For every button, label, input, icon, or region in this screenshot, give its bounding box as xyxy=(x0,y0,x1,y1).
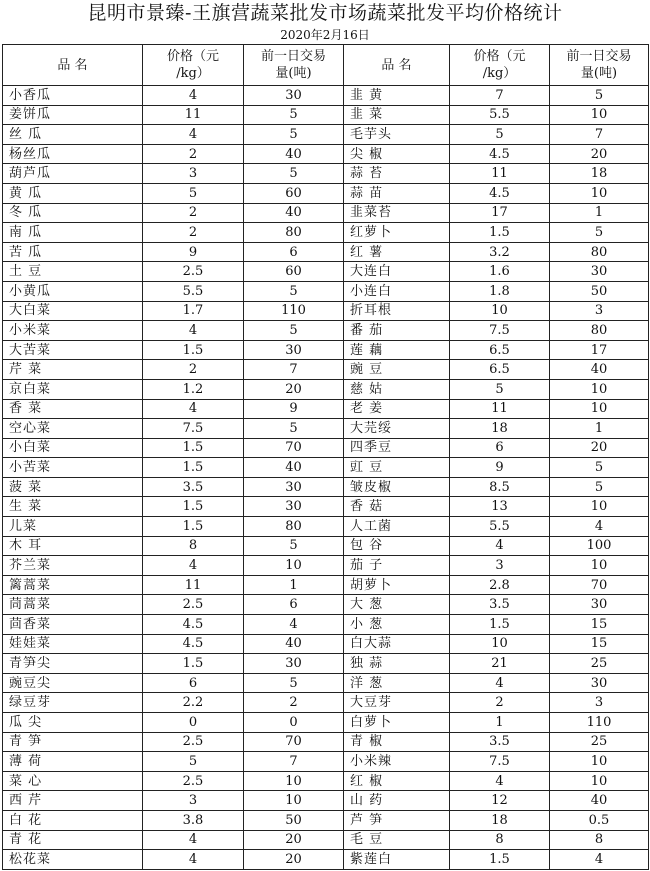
price-left: 4 xyxy=(143,125,244,145)
volume-left: 10 xyxy=(244,556,344,576)
volume-left: 20 xyxy=(244,830,344,850)
vegetable-name-left: 小香瓜 xyxy=(3,86,143,106)
price-right: 1.5 xyxy=(450,615,550,635)
volume-left: 30 xyxy=(244,497,344,517)
volume-left: 70 xyxy=(244,732,344,752)
vegetable-name-left: 葫芦瓜 xyxy=(3,164,143,184)
volume-left: 30 xyxy=(244,477,344,497)
volume-left: 40 xyxy=(244,458,344,478)
price-right: 5 xyxy=(450,125,550,145)
volume-right: 50 xyxy=(550,281,649,301)
vegetable-name-right: 独 蒜 xyxy=(344,654,450,674)
table-header-row xyxy=(3,45,649,86)
vegetable-name-right: 蒜 苔 xyxy=(344,164,450,184)
volume-right: 25 xyxy=(550,654,649,674)
vegetable-name-left: 青 笋 xyxy=(3,732,143,752)
price-left: 2 xyxy=(143,144,244,164)
header-price-line1: 价格（元 xyxy=(166,49,219,64)
vegetable-name-right: 小米辣 xyxy=(344,752,450,772)
volume-right: 10 xyxy=(550,771,649,791)
vegetable-name-right: 豌 豆 xyxy=(344,360,450,380)
vegetable-name-left: 空心菜 xyxy=(3,419,143,439)
table-row xyxy=(3,105,649,125)
volume-left: 60 xyxy=(244,262,344,282)
volume-left: 5 xyxy=(244,125,344,145)
table-row xyxy=(3,752,649,772)
volume-right: 7 xyxy=(550,125,649,145)
table-row xyxy=(3,791,649,811)
volume-right: 15 xyxy=(550,615,649,635)
volume-right: 17 xyxy=(550,340,649,360)
table-row xyxy=(3,340,649,360)
volume-right: 5 xyxy=(550,477,649,497)
volume-right: 1 xyxy=(550,419,649,439)
table-row xyxy=(3,713,649,733)
vegetable-name-right: 包 谷 xyxy=(344,536,450,556)
price-left: 1.5 xyxy=(143,458,244,478)
volume-left: 40 xyxy=(244,634,344,654)
volume-left: 5 xyxy=(244,419,344,439)
volume-right: 10 xyxy=(550,556,649,576)
volume-left: 40 xyxy=(244,203,344,223)
vegetable-name-left: 小黄瓜 xyxy=(3,281,143,301)
volume-left: 5 xyxy=(244,536,344,556)
vegetable-name-right: 茄 子 xyxy=(344,556,450,576)
volume-right: 30 xyxy=(550,673,649,693)
vegetable-name-right: 韭 黄 xyxy=(344,86,450,106)
vegetable-name-right: 洋 葱 xyxy=(344,673,450,693)
table-row xyxy=(3,458,649,478)
vegetable-name-left: 木 耳 xyxy=(3,536,143,556)
volume-left: 70 xyxy=(244,438,344,458)
table-row xyxy=(3,517,649,537)
price-right: 7 xyxy=(450,86,550,106)
vegetable-name-left: 儿菜 xyxy=(3,517,143,537)
volume-left: 20 xyxy=(244,850,344,870)
price-right: 3.5 xyxy=(450,595,550,615)
price-left: 3.5 xyxy=(143,477,244,497)
price-right: 1.5 xyxy=(450,850,550,870)
vegetable-name-left: 菠 菜 xyxy=(3,477,143,497)
price-right: 13 xyxy=(450,497,550,517)
volume-right: 20 xyxy=(550,438,649,458)
vegetable-name-right: 紫莲白 xyxy=(344,850,450,870)
vegetable-name-left: 小米菜 xyxy=(3,321,143,341)
header-price-line2: /kg） xyxy=(176,66,210,81)
vegetable-name-right: 韭 菜 xyxy=(344,105,450,125)
vegetable-name-right: 山 药 xyxy=(344,791,450,811)
vegetable-name-left: 青笋尖 xyxy=(3,654,143,674)
price-left: 5 xyxy=(143,752,244,772)
volume-left: 4 xyxy=(244,615,344,635)
volume-left: 40 xyxy=(244,144,344,164)
price-right: 5 xyxy=(450,379,550,399)
price-left: 2 xyxy=(143,360,244,380)
table-row xyxy=(3,850,649,870)
price-right: 21 xyxy=(450,654,550,674)
vegetable-name-right: 慈 姑 xyxy=(344,379,450,399)
price-right: 12 xyxy=(450,791,550,811)
header-volume-line2: 量(吨) xyxy=(275,66,312,81)
header-price-right xyxy=(450,45,550,86)
vegetable-name-right: 芦 笋 xyxy=(344,810,450,830)
price-left: 4.5 xyxy=(143,634,244,654)
price-left: 5 xyxy=(143,183,244,203)
table-row xyxy=(3,477,649,497)
volume-right: 4 xyxy=(550,517,649,537)
volume-left: 5 xyxy=(244,164,344,184)
table-row xyxy=(3,144,649,164)
vegetable-name-right: 小连白 xyxy=(344,281,450,301)
volume-right: 40 xyxy=(550,791,649,811)
volume-left: 5 xyxy=(244,281,344,301)
vegetable-name-left: 生 菜 xyxy=(3,497,143,517)
volume-left: 20 xyxy=(244,379,344,399)
vegetable-name-right: 青 椒 xyxy=(344,732,450,752)
vegetable-name-right: 小 葱 xyxy=(344,615,450,635)
volume-right: 4 xyxy=(550,850,649,870)
volume-left: 9 xyxy=(244,399,344,419)
volume-right: 25 xyxy=(550,732,649,752)
volume-right: 20 xyxy=(550,144,649,164)
volume-right: 8 xyxy=(550,830,649,850)
price-right: 5.5 xyxy=(450,517,550,537)
volume-left: 5 xyxy=(244,321,344,341)
vegetable-name-right: 皱皮椒 xyxy=(344,477,450,497)
price-right: 11 xyxy=(450,399,550,419)
vegetable-name-right: 四季豆 xyxy=(344,438,450,458)
vegetable-name-left: 大苦菜 xyxy=(3,340,143,360)
table-row xyxy=(3,595,649,615)
volume-right: 80 xyxy=(550,242,649,262)
volume-right: 5 xyxy=(550,86,649,106)
header-volume-line1: 前一日交易 xyxy=(260,49,326,64)
volume-left: 6 xyxy=(244,595,344,615)
vegetable-name-left: 姜饼瓜 xyxy=(3,105,143,125)
volume-left: 80 xyxy=(244,223,344,243)
price-right: 3.5 xyxy=(450,732,550,752)
header-volume-line1: 前一日交易 xyxy=(566,49,632,64)
volume-left: 50 xyxy=(244,810,344,830)
vegetable-name-left: 茼蒿菜 xyxy=(3,595,143,615)
price-left: 0 xyxy=(143,713,244,733)
vegetable-name-right: 蒜 苗 xyxy=(344,183,450,203)
table-row xyxy=(3,654,649,674)
price-table xyxy=(2,44,649,870)
price-right: 18 xyxy=(450,419,550,439)
price-right: 7.5 xyxy=(450,752,550,772)
price-left: 4 xyxy=(143,321,244,341)
page-title: 昆明市景臻-王旗营蔬菜批发市场蔬菜批发平均价格统计 xyxy=(87,2,563,24)
vegetable-name-right: 毛 豆 xyxy=(344,830,450,850)
price-right: 10 xyxy=(450,301,550,321)
price-right: 1.5 xyxy=(450,223,550,243)
volume-right: 15 xyxy=(550,634,649,654)
header-volume-left xyxy=(244,45,344,86)
price-left: 3 xyxy=(143,164,244,184)
vegetable-name-right: 胡萝卜 xyxy=(344,575,450,595)
header-name-left: 品 名 xyxy=(3,45,143,86)
vegetable-name-left: 杨丝瓜 xyxy=(3,144,143,164)
price-right: 2 xyxy=(450,693,550,713)
vegetable-name-left: 丝 瓜 xyxy=(3,125,143,145)
vegetable-name-left: 薄 荷 xyxy=(3,752,143,772)
table-row xyxy=(3,242,649,262)
volume-right: 10 xyxy=(550,399,649,419)
price-left: 8 xyxy=(143,536,244,556)
price-right: 3.2 xyxy=(450,242,550,262)
price-left: 11 xyxy=(143,575,244,595)
volume-right: 0.5 xyxy=(550,810,649,830)
table-row xyxy=(3,399,649,419)
price-left: 4 xyxy=(143,556,244,576)
volume-left: 1 xyxy=(244,575,344,595)
volume-left: 110 xyxy=(244,301,344,321)
report-date: 2020年2月16日 xyxy=(280,28,370,42)
price-right: 1.8 xyxy=(450,281,550,301)
vegetable-name-left: 西 芹 xyxy=(3,791,143,811)
volume-right: 30 xyxy=(550,262,649,282)
volume-left: 80 xyxy=(244,517,344,537)
price-left: 4 xyxy=(143,399,244,419)
vegetable-name-right: 老 姜 xyxy=(344,399,450,419)
table-row xyxy=(3,321,649,341)
table-row xyxy=(3,360,649,380)
volume-right: 40 xyxy=(550,360,649,380)
price-left: 1.5 xyxy=(143,517,244,537)
vegetable-name-left: 芥兰菜 xyxy=(3,556,143,576)
price-left: 2.5 xyxy=(143,262,244,282)
table-row xyxy=(3,438,649,458)
price-right: 7.5 xyxy=(450,321,550,341)
volume-left: 6 xyxy=(244,242,344,262)
volume-left: 30 xyxy=(244,86,344,106)
table-row xyxy=(3,223,649,243)
table-row xyxy=(3,536,649,556)
price-right: 4.5 xyxy=(450,144,550,164)
volume-left: 30 xyxy=(244,654,344,674)
table-row xyxy=(3,281,649,301)
table-row xyxy=(3,693,649,713)
table-row xyxy=(3,125,649,145)
vegetable-name-left: 白 花 xyxy=(3,810,143,830)
vegetable-name-right: 番 茄 xyxy=(344,321,450,341)
price-left: 1.5 xyxy=(143,340,244,360)
volume-right: 10 xyxy=(550,752,649,772)
price-right: 4.5 xyxy=(450,183,550,203)
volume-right: 70 xyxy=(550,575,649,595)
vegetable-name-right: 豇 豆 xyxy=(344,458,450,478)
volume-right: 3 xyxy=(550,693,649,713)
volume-right: 110 xyxy=(550,713,649,733)
vegetable-name-right: 大芫绥 xyxy=(344,419,450,439)
price-left: 2.5 xyxy=(143,595,244,615)
vegetable-name-left: 青 花 xyxy=(3,830,143,850)
vegetable-name-left: 京白菜 xyxy=(3,379,143,399)
price-right: 4 xyxy=(450,536,550,556)
vegetable-name-left: 冬 瓜 xyxy=(3,203,143,223)
vegetable-name-left: 豌豆尖 xyxy=(3,673,143,693)
price-right: 8.5 xyxy=(450,477,550,497)
price-left: 6 xyxy=(143,673,244,693)
price-left: 1.7 xyxy=(143,301,244,321)
price-right: 4 xyxy=(450,673,550,693)
table-row xyxy=(3,810,649,830)
vegetable-name-right: 红 椒 xyxy=(344,771,450,791)
price-right: 6 xyxy=(450,438,550,458)
vegetable-name-left: 黄 瓜 xyxy=(3,183,143,203)
vegetable-name-left: 小苦菜 xyxy=(3,458,143,478)
price-left: 2.2 xyxy=(143,693,244,713)
table-row xyxy=(3,673,649,693)
vegetable-name-left: 松花菜 xyxy=(3,850,143,870)
vegetable-name-left: 香 菜 xyxy=(3,399,143,419)
volume-left: 30 xyxy=(244,340,344,360)
volume-right: 80 xyxy=(550,321,649,341)
table-row xyxy=(3,556,649,576)
vegetable-name-left: 瓜 尖 xyxy=(3,713,143,733)
table-row xyxy=(3,164,649,184)
price-right: 3 xyxy=(450,556,550,576)
header-volume-line2: 量(吨) xyxy=(580,66,618,81)
price-left: 1.5 xyxy=(143,438,244,458)
price-left: 1.2 xyxy=(143,379,244,399)
vegetable-name-left: 南 瓜 xyxy=(3,223,143,243)
vegetable-name-left: 苦 瓜 xyxy=(3,242,143,262)
vegetable-name-right: 白萝卜 xyxy=(344,713,450,733)
vegetable-name-left: 小白菜 xyxy=(3,438,143,458)
table-row xyxy=(3,771,649,791)
price-right: 11 xyxy=(450,164,550,184)
vegetable-name-right: 人工菌 xyxy=(344,517,450,537)
price-right: 10 xyxy=(450,634,550,654)
price-left: 4.5 xyxy=(143,615,244,635)
table-row xyxy=(3,575,649,595)
price-right: 18 xyxy=(450,810,550,830)
price-left: 1.5 xyxy=(143,497,244,517)
price-right: 1.6 xyxy=(450,262,550,282)
price-right: 6.5 xyxy=(450,360,550,380)
table-body xyxy=(3,86,649,870)
header-price-left xyxy=(143,45,244,86)
price-right: 1 xyxy=(450,713,550,733)
volume-left: 60 xyxy=(244,183,344,203)
table-row xyxy=(3,262,649,282)
volume-right: 10 xyxy=(550,105,649,125)
header-volume-right xyxy=(550,45,649,86)
vegetable-name-right: 红 薯 xyxy=(344,242,450,262)
vegetable-name-right: 折耳根 xyxy=(344,301,450,321)
vegetable-name-left: 大白菜 xyxy=(3,301,143,321)
vegetable-name-right: 白大蒜 xyxy=(344,634,450,654)
price-left: 5.5 xyxy=(143,281,244,301)
table-row xyxy=(3,379,649,399)
vegetable-name-left: 篱蒿菜 xyxy=(3,575,143,595)
price-right: 6.5 xyxy=(450,340,550,360)
price-left: 2 xyxy=(143,223,244,243)
table-row xyxy=(3,203,649,223)
price-left: 9 xyxy=(143,242,244,262)
price-left: 2.5 xyxy=(143,771,244,791)
price-left: 11 xyxy=(143,105,244,125)
table-row xyxy=(3,634,649,654)
volume-right: 10 xyxy=(550,183,649,203)
table-row xyxy=(3,615,649,635)
price-left: 4 xyxy=(143,830,244,850)
volume-left: 10 xyxy=(244,791,344,811)
price-right: 5.5 xyxy=(450,105,550,125)
vegetable-name-left: 娃娃菜 xyxy=(3,634,143,654)
vegetable-name-left: 菜 心 xyxy=(3,771,143,791)
volume-right: 5 xyxy=(550,458,649,478)
volume-right: 30 xyxy=(550,595,649,615)
price-left: 2 xyxy=(143,203,244,223)
price-right: 9 xyxy=(450,458,550,478)
price-left: 4 xyxy=(143,86,244,106)
price-right: 4 xyxy=(450,771,550,791)
vegetable-name-right: 红萝卜 xyxy=(344,223,450,243)
header-price-line2: /kg） xyxy=(482,66,517,81)
volume-left: 10 xyxy=(244,771,344,791)
vegetable-name-right: 大连白 xyxy=(344,262,450,282)
table-row xyxy=(3,497,649,517)
volume-left: 7 xyxy=(244,360,344,380)
vegetable-name-left: 土 豆 xyxy=(3,262,143,282)
vegetable-name-left: 芹 菜 xyxy=(3,360,143,380)
vegetable-name-right: 大 葱 xyxy=(344,595,450,615)
price-left: 3.8 xyxy=(143,810,244,830)
header-price-line1: 价格（元 xyxy=(473,49,526,64)
header-name-right: 品 名 xyxy=(344,45,450,86)
volume-left: 7 xyxy=(244,752,344,772)
volume-right: 1 xyxy=(550,203,649,223)
volume-left: 5 xyxy=(244,105,344,125)
vegetable-name-left: 绿豆芽 xyxy=(3,693,143,713)
volume-left: 5 xyxy=(244,673,344,693)
table-row xyxy=(3,419,649,439)
price-left: 4 xyxy=(143,850,244,870)
table-row xyxy=(3,86,649,106)
table-row xyxy=(3,183,649,203)
volume-right: 18 xyxy=(550,164,649,184)
volume-left: 0 xyxy=(244,713,344,733)
volume-right: 10 xyxy=(550,379,649,399)
vegetable-name-right: 毛芋头 xyxy=(344,125,450,145)
table-row xyxy=(3,301,649,321)
price-left: 3 xyxy=(143,791,244,811)
price-right: 17 xyxy=(450,203,550,223)
price-left: 2.5 xyxy=(143,732,244,752)
vegetable-name-right: 韭菜苔 xyxy=(344,203,450,223)
volume-right: 10 xyxy=(550,497,649,517)
table-row xyxy=(3,830,649,850)
table-row xyxy=(3,732,649,752)
vegetable-name-right: 尖 椒 xyxy=(344,144,450,164)
price-right: 2.8 xyxy=(450,575,550,595)
price-left: 7.5 xyxy=(143,419,244,439)
volume-right: 3 xyxy=(550,301,649,321)
vegetable-name-right: 莲 藕 xyxy=(344,340,450,360)
price-right: 8 xyxy=(450,830,550,850)
volume-left: 2 xyxy=(244,693,344,713)
vegetable-name-right: 大豆芽 xyxy=(344,693,450,713)
vegetable-name-right: 香 菇 xyxy=(344,497,450,517)
volume-right: 5 xyxy=(550,223,649,243)
volume-right: 100 xyxy=(550,536,649,556)
price-left: 1.5 xyxy=(143,654,244,674)
vegetable-name-left: 茴香菜 xyxy=(3,615,143,635)
